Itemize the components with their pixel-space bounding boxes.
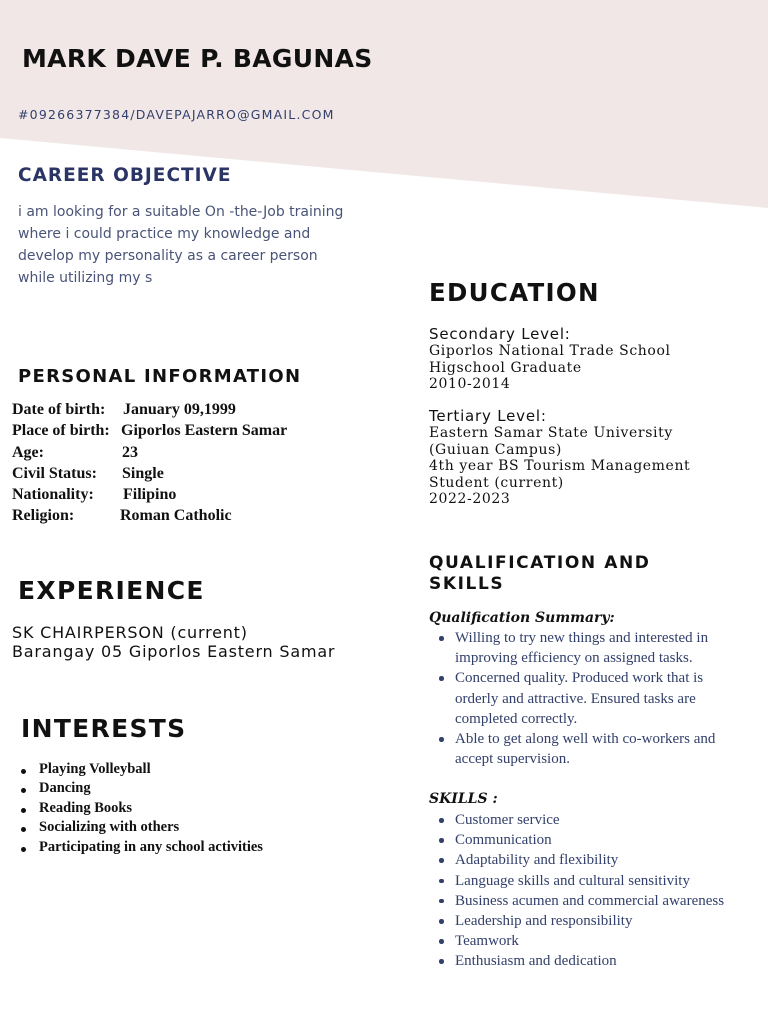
interest-label: Participating in any school activities [39,838,263,855]
list-item [437,830,737,850]
experience-location: Barangay 05 Giporlos Eastern Samar [12,642,336,661]
bullet-icon [21,827,26,832]
list-item [437,668,737,729]
list-item [437,911,737,931]
list-item [21,761,263,780]
secondary-level-label: Secondary Level: [429,325,571,343]
skill-text: Language skills and cultural sensitivity [455,872,690,889]
pi-value: January 09,1999 [123,401,236,418]
experience-heading: EXPERIENCE [18,576,205,605]
list-item [437,628,737,668]
pi-label: Place of birth: [12,422,110,440]
skill-text: Business acumen and commercial awareness [455,892,725,909]
list-item [437,850,737,870]
secondary-status: Higschool Graduate [429,359,582,376]
list-item [437,951,737,971]
secondary-school: Giporlos National Trade School [429,343,671,359]
interest-label: Reading Books [39,799,133,816]
list-item [21,780,263,799]
list-item [21,819,263,838]
interest-label: Dancing [39,780,91,797]
pi-label: Date of birth: [12,401,106,418]
secondary-years: 2010-2014 [429,376,511,392]
summary-text: Able to get along well with co-workers and accept supervision. [455,731,716,768]
bullet-icon [21,847,26,852]
experience-position: SK CHAIRPERSON (current) [12,623,248,642]
summary-text: Concerned quality. Produced work that is orderly and attractive. Ensured tasks are completed correctly. [455,670,704,727]
skill-text: Adaptability and flexibility [455,852,619,869]
pi-value: Single [122,464,164,482]
list-item [437,810,737,830]
pi-label: Religion: [12,507,75,525]
bullet-icon [439,899,444,904]
interests-list [21,761,263,858]
qualification-summary-heading: Qualification Summary: [429,610,615,626]
bullet-icon [439,818,444,823]
pi-label: Civil Status: [12,464,97,482]
pi-label: Nationality: [12,486,94,504]
pi-label: Age: [12,443,44,461]
tertiary-status: Student (current) [429,474,564,491]
skill-text: Enthusiasm and dedication [455,953,617,970]
skills-list [437,810,737,972]
list-item [437,871,737,891]
interest-label: Playing Volleyball [39,761,151,777]
tertiary-campus: (Guiuan Campus) [429,441,562,458]
tertiary-program: 4th year BS Tourism Management [429,458,691,474]
list-item [437,931,737,951]
skill-text: Communication [455,832,552,849]
bullet-icon [439,676,444,681]
skills-heading: SKILLS : [429,791,498,807]
bullet-icon [21,788,26,793]
list-item [21,800,263,819]
tertiary-education [429,407,759,508]
bullet-icon [439,879,444,884]
tertiary-level-label: Tertiary Level: [429,407,547,425]
bullet-icon [439,939,444,944]
bullet-icon [439,858,444,863]
skill-text: Customer service [455,812,560,828]
skill-text: Teamwork [455,933,519,950]
interest-label: Socializing with others [39,819,180,836]
bullet-icon [21,808,26,813]
list-item [437,729,737,769]
summary-text: Willing to try new things and interested in improving efficiency on assigned tasks. [455,630,709,667]
bullet-icon [439,737,444,742]
qualification-heading: QUALIFICATION AND SKILLS [429,553,651,594]
candidate-name: MARK DAVE P. BAGUNAS [22,44,373,73]
bullet-icon [439,959,444,964]
bullet-icon [21,769,26,774]
qualification-summary-list [437,628,737,769]
bullet-icon [439,919,444,924]
secondary-education [429,325,759,393]
skill-text: Leadership and responsibility [455,913,633,930]
pi-value: 23 [122,443,138,461]
contact-info: #09266377384/DAVEPAJARRO@GMAIL.COM [18,107,335,122]
career-objective-text: i am looking for a suitable On -the-Job training where i could practice my knowledge and develop my personality as a career person while utilizing my s [18,204,344,286]
list-item [437,891,737,911]
list-item [21,839,263,858]
interests-heading: INTERESTS [21,714,187,743]
pi-value: Filipino [123,486,177,504]
career-objective-heading: CAREER OBJECTIVE [18,165,232,186]
tertiary-years: 2022-2023 [429,491,511,507]
pi-value: Roman Catholic [120,507,232,525]
tertiary-school: Eastern Samar State University [429,425,673,441]
pi-value: Giporlos Eastern Samar [121,422,288,440]
bullet-icon [439,838,444,843]
bullet-icon [439,636,444,641]
education-heading: EDUCATION [429,278,600,307]
personal-information-heading: PERSONAL INFORMATION [18,366,302,387]
